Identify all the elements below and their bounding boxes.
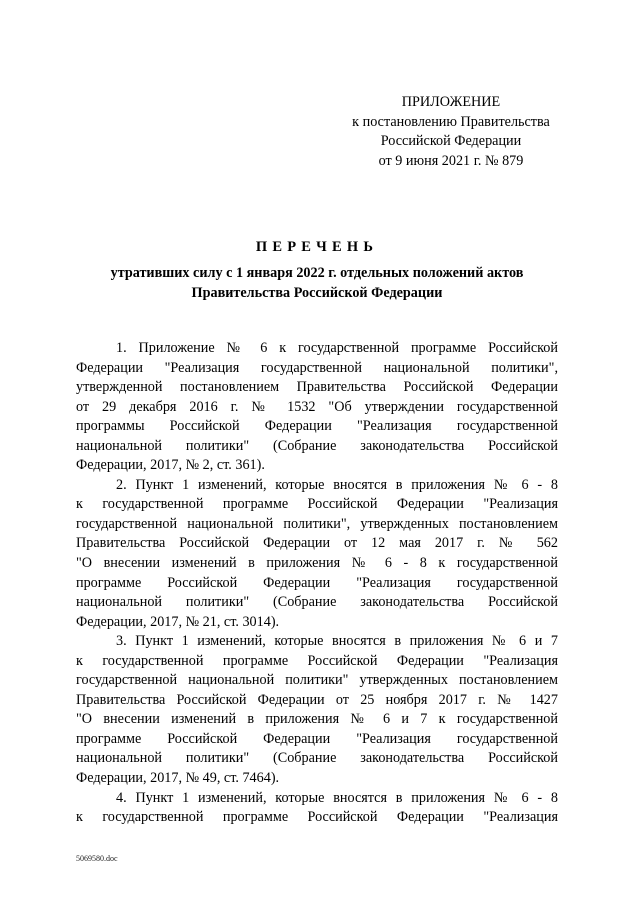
document-body <box>76 339 558 828</box>
list-item <box>76 339 558 476</box>
list-item-line: Федерации, 2017, № 49, ст. 7464). <box>76 770 280 787</box>
list-item-line: программе Российской Федерации "Реализация государственной <box>76 574 558 591</box>
list-item-line: 1. Приложение № 6 к государственной программе Российской <box>116 340 558 356</box>
list-item-line: "О внесении изменений в приложения № 6 и 7 к государственной <box>76 711 558 728</box>
list-item-line: "О внесении изменений в приложения № 6 - 8 к государственной <box>76 555 558 572</box>
list-item-line: к государственной программе Российской Федерации "Реализация <box>76 496 558 513</box>
list-item-line: программы Российской Федерации "Реализация государственной <box>76 418 558 435</box>
list-item-line: 3. Пункт 1 изменений, которые вносятся в приложения № 6 и 7 <box>116 633 558 650</box>
list-item-line: национальной политики" (Собрание законодательства Российской <box>76 437 558 454</box>
document-heading <box>76 239 558 303</box>
appendix-header <box>330 93 572 171</box>
list-item-line: Правительства Российской Федерации от 25 ноября 2017 г. № 1427 <box>76 691 558 708</box>
list-item-line: Федерации "Реализация государственной национальной политики", <box>76 359 558 376</box>
appendix-label: ПРИЛОЖЕНИЕ <box>401 94 501 110</box>
list-item-line: Федерации, 2017, № 21, ст. 3014). <box>76 613 280 630</box>
list-item <box>76 789 558 828</box>
list-item-line: программе Российской Федерации "Реализация государственной <box>76 730 558 747</box>
list-item-line: Правительства Российской Федерации от 12 мая 2017 г. № 562 <box>76 535 558 552</box>
file-name-footer: 5069580.doc <box>76 854 118 863</box>
list-item-line: от 29 декабря 2016 г. № 1532 "Об утверждении государственной <box>76 398 558 415</box>
appendix-ref-line: к постановлению Правительства <box>352 113 550 130</box>
list-item-line: государственной национальной политики", утвержденных постановлением <box>76 515 558 532</box>
list-item <box>76 476 558 632</box>
list-item-line: к государственной программе Российской Федерации "Реализация <box>76 652 558 669</box>
list-item-line: государственной национальной политики" утвержденных постановлением <box>76 672 558 689</box>
list-item-line: 2. Пункт 1 изменений, которые вносятся в приложения № 6 - 8 <box>116 476 558 493</box>
list-item <box>76 632 558 788</box>
document-title: ПЕРЕЧЕНЬ <box>255 239 379 255</box>
list-item-line: национальной политики" (Собрание законодательства Российской <box>76 594 558 611</box>
appendix-ref-line: Российской Федерации <box>380 133 522 149</box>
list-item-line: Федерации, 2017, № 2, ст. 361). <box>76 457 265 474</box>
list-item-line: утвержденной постановлением Правительства Российской Федерации <box>76 379 558 396</box>
list-item-line: национальной политики" (Собрание законодательства Российской <box>76 750 558 767</box>
list-item-line: 4. Пункт 1 изменений, которые вносятся в приложения № 6 - 8 <box>116 789 558 806</box>
appendix-date-number: от 9 июня 2021 г. № 879 <box>378 152 524 169</box>
list-item-line: к государственной программе Российской Федерации "Реализация <box>76 809 558 826</box>
document-subtitle: утративших силу с 1 января 2022 г. отдельных положений актов <box>110 265 524 281</box>
document-subtitle: Правительства Российской Федерации <box>191 284 443 301</box>
